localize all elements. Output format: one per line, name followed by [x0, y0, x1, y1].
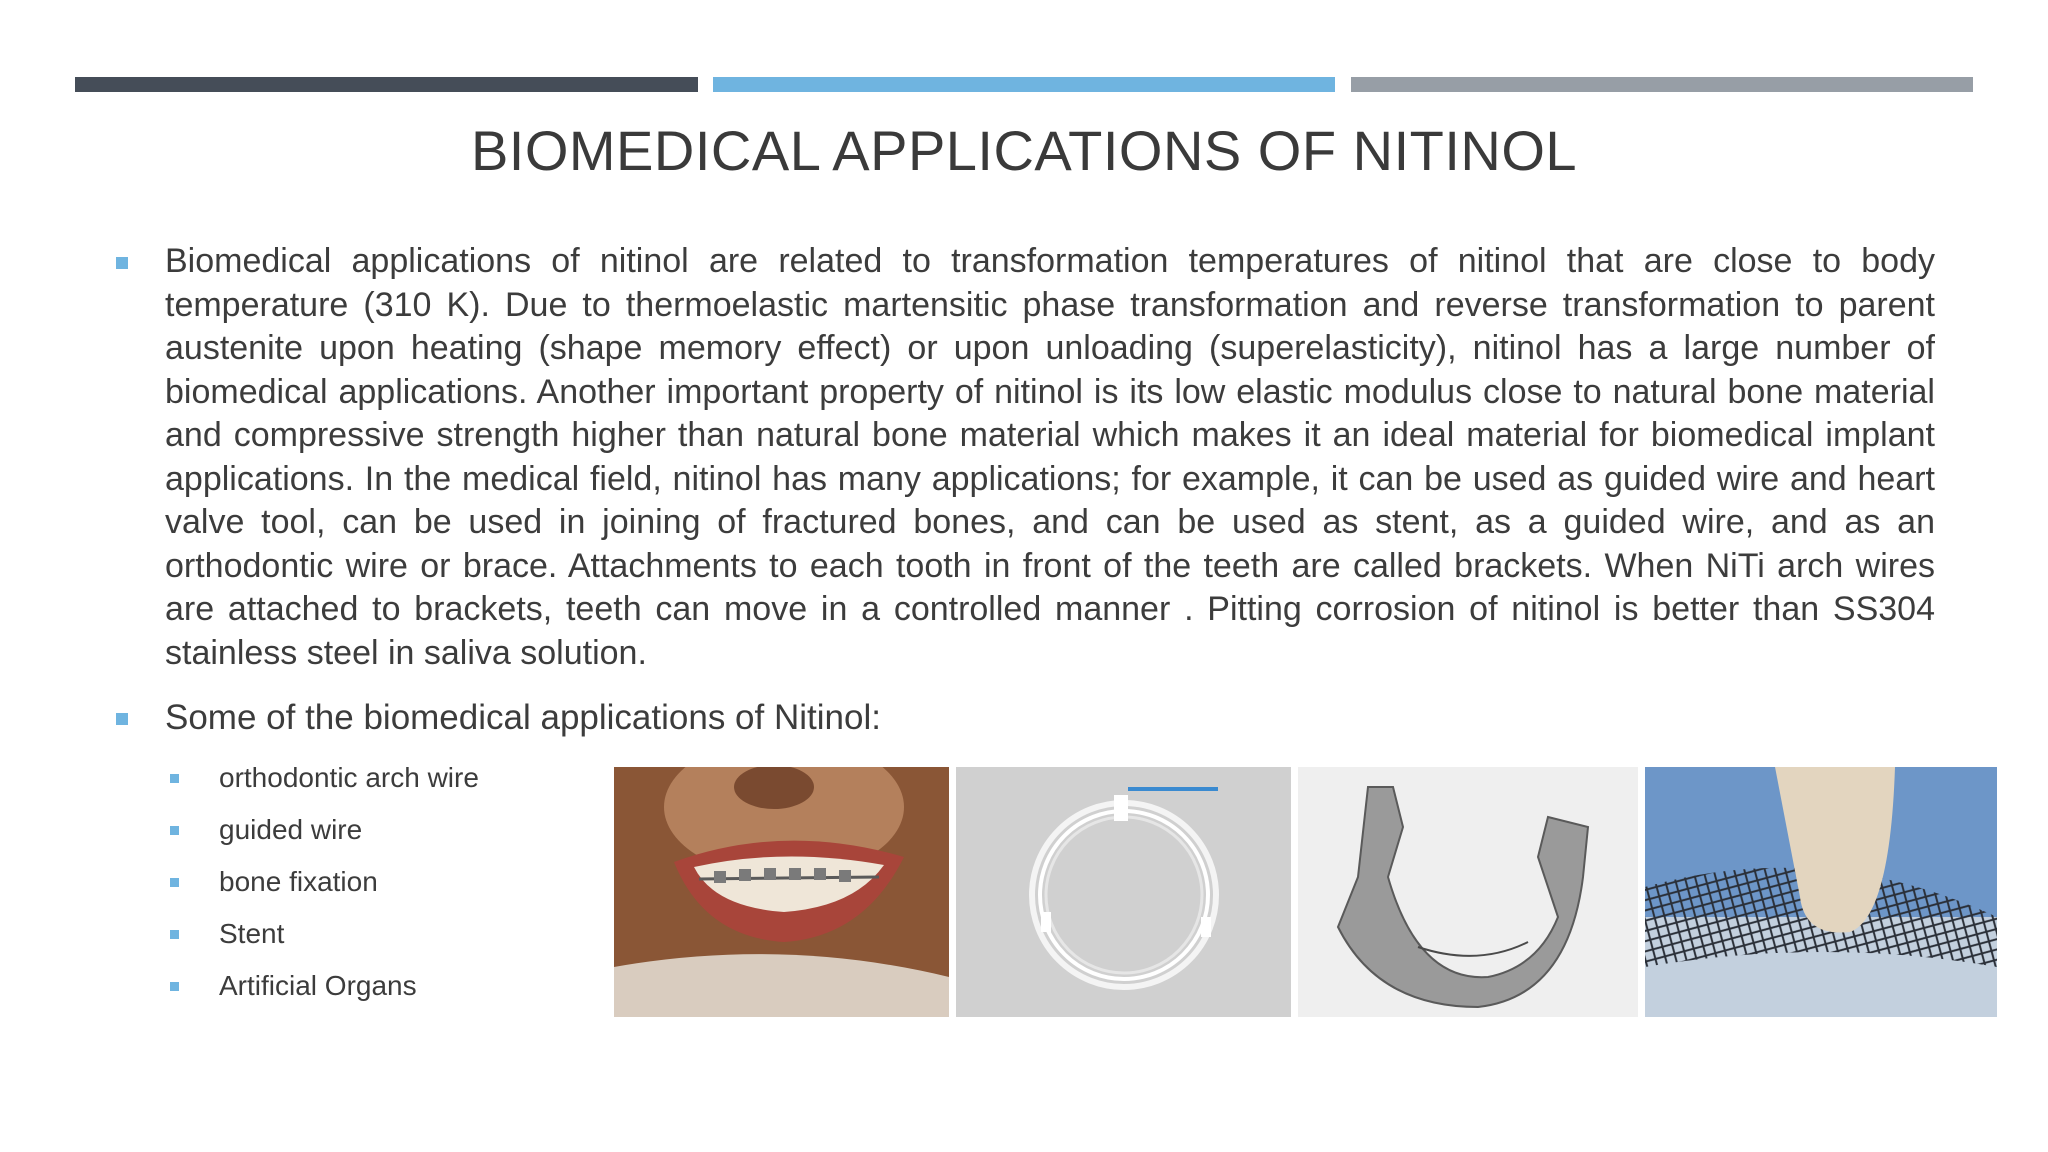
- braces-photo: [614, 767, 949, 1017]
- slide-title: BIOMEDICAL APPLICATIONS OF NITINOL: [470, 119, 1578, 182]
- list-item: orthodontic arch wire: [219, 762, 479, 793]
- header-bar-dark: [75, 77, 698, 92]
- jaw-bone-photo: [1298, 767, 1638, 1017]
- header-bar-blue: [713, 77, 1335, 92]
- header-bar-gray: [1351, 77, 1973, 92]
- sub-bullet-square-icon: [170, 878, 179, 887]
- bullet-square-icon: [116, 257, 128, 269]
- main-paragraph: Biomedical applications of nitinol are related to transformation temperatures of nitinol that are close to body temperature (310 K). Due to thermoelastic martensitic phase transformation and reverse transformation to parent austenite upon heating (shape memory effect) or upon unloading (superelasticity), nitinol has a large number of biomedical applications. Another important property of nitinol is its low elastic modulus close to natural bone material and compressive strength higher than natural bone material which makes it an ideal material for biomedical implant applications. In the medical field, nitinol has many applications; for example, it can be used as guided wire and heart valve tool, can be used in joining of fractured bones, and can be used as stent, as a guided wire, and as an orthodontic wire or brace. Attachments to each tooth in front of the teeth are called brackets. When NiTi arch wires are attached to brackets, teeth can move in a controlled manner . Pitting corrosion of nitinol is better than SS304 stainless steel in saliva solution.: [165, 242, 1935, 672]
- list-item: guided wire: [219, 814, 363, 845]
- stent-mesh-photo: [1645, 767, 1997, 1017]
- applications-lead: Some of the biomedical applications of Nitinol:: [165, 698, 881, 737]
- list-item: Stent: [219, 918, 285, 949]
- sub-bullet-square-icon: [170, 774, 179, 783]
- guide-wire-coil-photo: [956, 767, 1291, 1017]
- bullet-square-icon: [116, 713, 128, 725]
- list-item: Artificial Organs: [219, 970, 417, 1001]
- sub-bullet-square-icon: [170, 982, 179, 991]
- sub-bullet-square-icon: [170, 930, 179, 939]
- list-item: bone fixation: [219, 866, 378, 897]
- sub-bullet-square-icon: [170, 826, 179, 835]
